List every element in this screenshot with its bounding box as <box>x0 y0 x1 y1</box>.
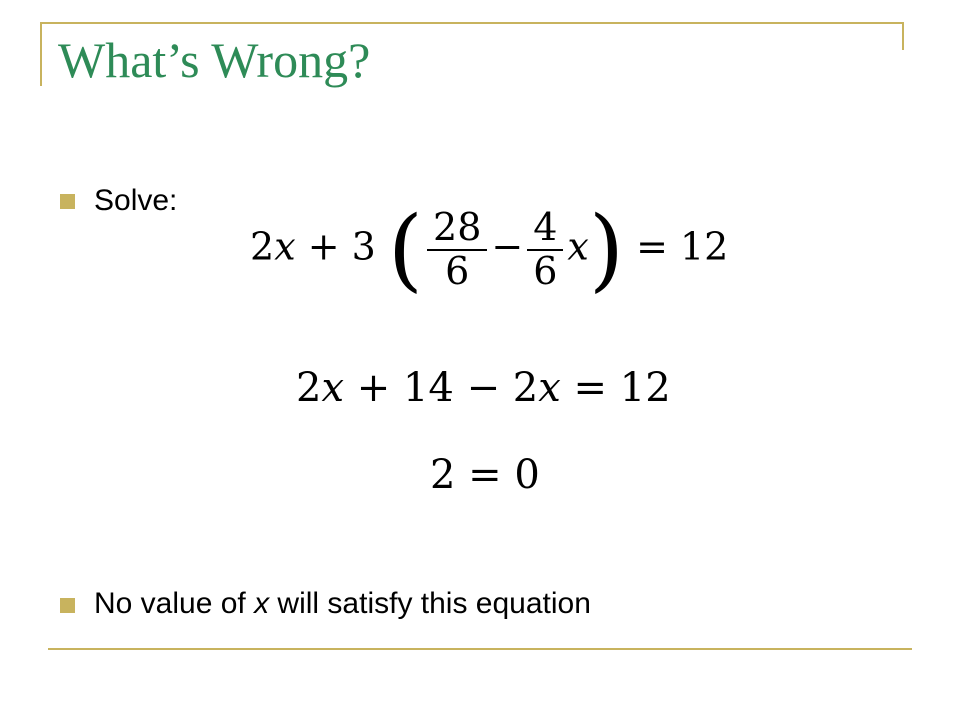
eq1-fraction-2 <box>527 207 563 293</box>
eq1-variable: x <box>274 224 296 269</box>
eq1-rhs: = 12 <box>636 224 729 269</box>
eq1-coefficient: 2 <box>250 224 275 269</box>
eq2-variable-1: x <box>321 365 345 411</box>
frame-left-rule <box>40 22 42 86</box>
frame-top-rule <box>40 22 904 24</box>
frame-bottom-rule <box>48 648 912 650</box>
eq2-coefficient: 2 <box>296 365 322 411</box>
eq1-minus: − <box>491 224 524 269</box>
eq2-middle: + 14 − 2 <box>344 365 539 411</box>
eq1-fraction-1 <box>427 207 487 293</box>
equation-1 <box>250 197 729 302</box>
frame-right-rule <box>902 22 904 50</box>
conclusion-variable: x <box>254 587 270 620</box>
eq2-variable-2: x <box>538 365 561 411</box>
bullet-conclusion <box>94 586 591 622</box>
bullet-solve: Solve: <box>94 184 178 217</box>
eq1-close-paren: ) <box>588 197 624 302</box>
conclusion-suffix: will satisfy this equation <box>269 587 591 620</box>
eq1-term: + 3 <box>295 224 376 269</box>
eq1-frac2-denominator: 6 <box>533 249 558 293</box>
equation-2 <box>296 365 671 411</box>
conclusion-prefix: No value of <box>94 587 255 620</box>
eq2-rhs: = 12 <box>560 365 671 411</box>
eq1-frac1-denominator: 6 <box>445 249 470 293</box>
bullet-marker-2 <box>60 598 75 613</box>
slide-title: What’s Wrong? <box>58 32 371 88</box>
eq1-inner-variable: x <box>567 224 589 269</box>
eq1-open-paren: ( <box>387 197 424 302</box>
equation-3: 2 = 0 <box>430 452 540 498</box>
eq1-frac1-numerator: 28 <box>427 207 487 251</box>
eq1-frac2-numerator: 4 <box>527 207 563 251</box>
bullet-marker-1 <box>60 194 75 209</box>
